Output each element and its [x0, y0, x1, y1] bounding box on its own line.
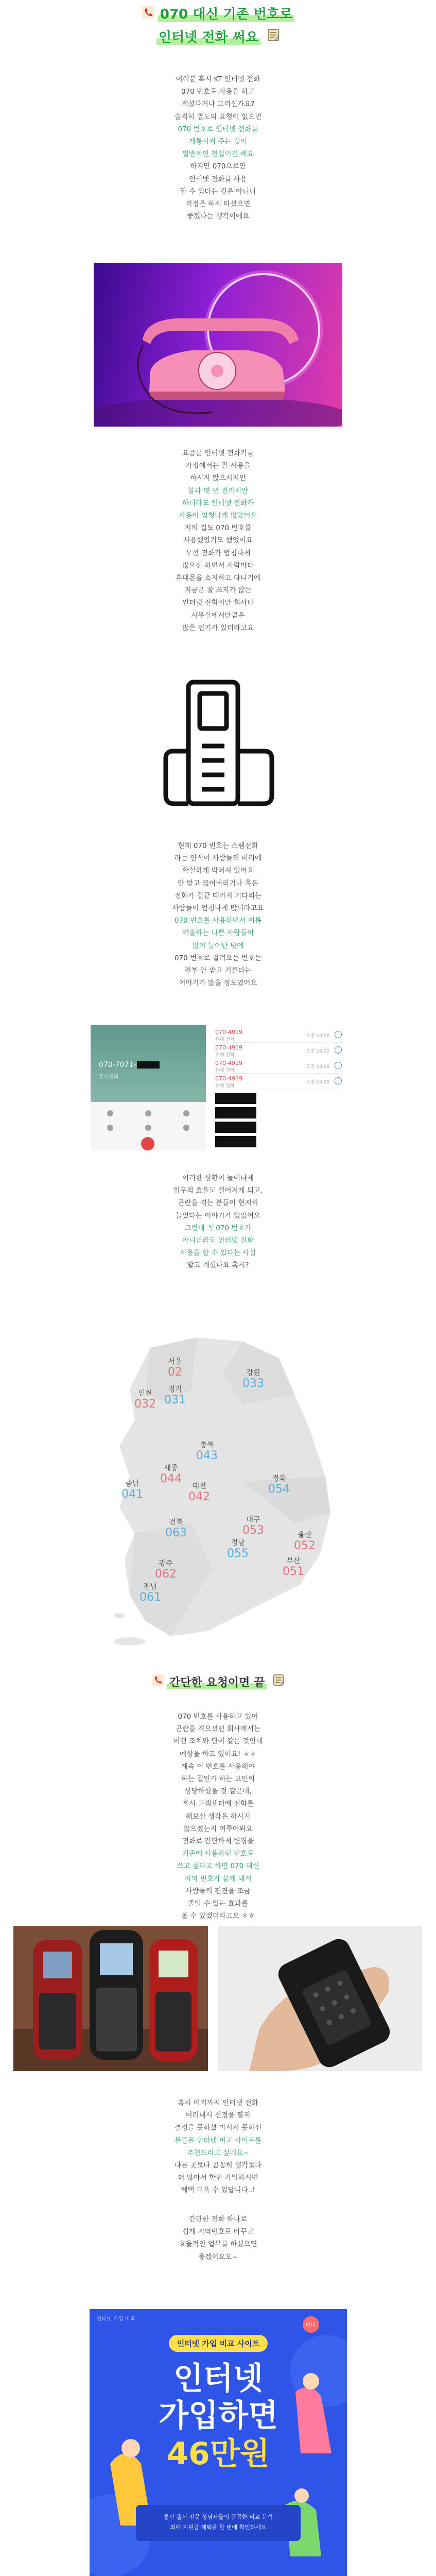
region-code: 053 — [242, 1524, 264, 1537]
call-log — [211, 1025, 345, 1150]
paragraph-line: 여러분 혹시 KT 인터넷 전화 — [176, 75, 260, 83]
paragraph-line: 070 번호를 사용하고 있어 — [178, 1713, 258, 1721]
region-code: 051 — [283, 1565, 304, 1578]
region-name: 강원 — [246, 1369, 260, 1377]
map-region-전남 — [135, 1582, 166, 1604]
region-code: 063 — [165, 1527, 187, 1539]
banner-line-1: 인터넷 — [173, 2361, 263, 2397]
region-name: 서울 — [168, 1358, 182, 1366]
region-name: 광주 — [159, 1560, 173, 1568]
paragraph-line: 하지만 070으로만 — [190, 162, 246, 171]
banner-line-2: 가입하면 — [159, 2398, 278, 2434]
call-button-grid — [100, 1108, 197, 1136]
flip-phone-in-hand-photo — [218, 1926, 422, 2071]
map-region-경남 — [222, 1538, 253, 1560]
paragraph-alternative — [0, 1172, 436, 1272]
region-code: 033 — [242, 1377, 264, 1390]
paragraph-line: 혹시 고객센터에 전화를 — [182, 1800, 254, 1808]
title-line-1: 070 대신 기존 번호로 — [0, 3, 436, 26]
map-region-강원 — [238, 1368, 269, 1390]
phone-receiver-icon — [152, 1672, 164, 1694]
hang-up-button[interactable] — [141, 1137, 154, 1150]
paragraph-recommend — [0, 2097, 436, 2197]
paragraph-line: 좋겠다는 생각이에요 — [186, 212, 250, 221]
cordless-phone-icon — [152, 674, 285, 819]
paragraph-line: 많은 인기가 있더라고요 — [182, 623, 254, 632]
paragraph-line: 곤란을 겪으셨던 회사에서는 — [175, 1725, 261, 1734]
banner-sub-2: 최대 지원금 혜택을 한 번에 확인하세요 — [170, 2524, 267, 2531]
paragraph-line: 혹시 여직까지 인터넷 전화 — [178, 2099, 258, 2107]
redacted-row — [215, 1136, 256, 1147]
paragraph-line: 070 번호로 사용을 하고 — [181, 88, 255, 96]
region-code: 054 — [268, 1483, 290, 1496]
paragraph-line: 그런데 꼭 070 번호가 — [184, 1224, 252, 1232]
region-code: 043 — [196, 1449, 218, 1462]
map-region-서울 — [160, 1357, 190, 1379]
map-region-충남 — [117, 1479, 148, 1501]
title-line-2: 인터넷 전화 써요 — [0, 26, 436, 49]
title-simple-request: 간단한 요청이면 끝 — [0, 1672, 436, 1694]
paragraph-line: 여러내서 선정을 할지 — [185, 2111, 251, 2120]
banner-pill: 인터넷 가입 비교 사이트 — [169, 2335, 268, 2352]
paragraph-line: 기존에 사용하던 번호로 — [182, 1850, 254, 1858]
paragraph-line: 사용했었기도 했었어요 — [183, 536, 253, 545]
paragraph-line: 알고 계셨나요 혹시? — [187, 1261, 249, 1270]
paragraph-line: 효율적인 업무를 하셨으면 — [179, 2240, 257, 2249]
paragraph-line: 사람들이 엄청나게 많더라고요 — [172, 904, 264, 913]
region-name: 경남 — [231, 1539, 245, 1547]
paragraph-line: 저의 집도 070 번호를 — [184, 524, 252, 533]
paragraph-spam — [0, 840, 436, 989]
paragraph-line: 가정에서는 잘 사용을 — [185, 462, 251, 470]
region-code: 055 — [227, 1547, 249, 1560]
paragraph-line: 곤란을 겪는 분들이 현저히 — [178, 1199, 258, 1208]
region-name: 충남 — [125, 1480, 139, 1488]
paragraph-line: 이야기가 많을 정도였어요 — [179, 979, 257, 988]
region-code: 044 — [160, 1472, 182, 1485]
paragraph-line: 070 번호로 인터넷 전화를 — [178, 125, 258, 133]
paragraph-history — [0, 447, 436, 634]
banner-top-right: 배너 — [306, 2323, 316, 2328]
paragraph-line: 볼 수 있겠더라고요 ㅎㅎ — [181, 1912, 255, 1921]
region-name: 전남 — [143, 1583, 158, 1591]
paragraph-line: 혜택 더욱 수 있답니다..! — [181, 2186, 255, 2195]
region-code: 061 — [139, 1591, 161, 1604]
paragraph-line: 결정을 못하셨 마시지 못하신 — [174, 2124, 262, 2132]
paragraph-line: 인터넷 전화를 사용 — [189, 175, 247, 183]
paragraph-line: 안 받고 끊어버리거나 혹은 — [178, 879, 258, 888]
map-region-울산 — [289, 1531, 320, 1552]
call-log-row[interactable]: 070-4919 휴대 전화 오전 10:00 — [213, 1074, 343, 1089]
paragraph-line: 줄일 수 있는 효과를 — [187, 1900, 249, 1908]
paragraph-line: 더 많아서 한번 가입하시면 — [178, 2174, 258, 2182]
paragraph-line: 아니더라도 인터넷 전화 — [182, 1236, 254, 1245]
paragraph-line: 사용을 할 수 있다는 사실 — [180, 1249, 256, 1258]
paragraph-line: 많으신 하면서 사람마다 — [182, 561, 254, 570]
paragraph-line: 계셨다거나 그러신가요? — [181, 100, 255, 109]
region-code: 041 — [121, 1488, 143, 1501]
paragraph-line: 하더라도 인터넷 전화가 — [182, 499, 254, 507]
paragraph-line: 전화가 걸끝 때까지 기다리는 — [174, 891, 262, 900]
paragraph-line: 불과 몇 년 전까지만 — [187, 486, 249, 495]
paragraph-closing — [0, 2213, 436, 2263]
region-name: 경기 — [168, 1385, 182, 1394]
redacted-row — [215, 1122, 256, 1133]
paragraph-line: 어떤 조치와 단어 같은 것인데 — [173, 1737, 263, 1746]
paragraph-line: 개통시켜 주는 것이 — [189, 138, 247, 146]
paragraph-line: 요즘은 인터넷 전화기를 — [182, 449, 254, 457]
region-code: 042 — [188, 1490, 210, 1503]
paragraph-line: 인터넷 전화지만 회사나 — [182, 599, 254, 607]
paragraph-line: 예상을 하고 있어요! ㅎㅎ — [180, 1750, 256, 1758]
banner-sub-1: 통신 출신 전문 상담사들의 꼼꼼한 비교 분석 — [163, 2514, 273, 2520]
paragraph-line: 상당하셨을 것 같은데, — [184, 1787, 252, 1796]
map-region-경북 — [264, 1474, 294, 1496]
internet-comparison-banner[interactable] — [90, 2309, 347, 2576]
paragraph-line: 걱정은 하지 마셨으면 — [185, 200, 251, 209]
region-name: 전북 — [169, 1518, 183, 1527]
region-name: 울산 — [298, 1531, 312, 1539]
paragraph-line: 않으셨는지 여쭈어봐요 — [183, 1824, 253, 1833]
paragraph-line: 라는 인식이 사람들의 머리에 — [174, 854, 262, 863]
region-code: 062 — [155, 1568, 177, 1581]
paragraph-line: 사용이 엄청나게 많았어요 — [179, 512, 257, 520]
paragraph-line: 분들은 인터넷 비교 사이트를 — [174, 2136, 262, 2145]
section-2-title — [0, 1672, 436, 1694]
memo-icon — [273, 1672, 284, 1694]
paragraph-line: 사무실에서만큼은 — [191, 611, 245, 620]
old-cellphones-photo — [13, 1926, 208, 2071]
paragraph-line: 계속 이 번호를 사용해야 — [181, 1762, 255, 1771]
paragraph-line: 확실하게 박혀져 있어요 — [182, 867, 254, 875]
paragraph-line: 쓰고 싶다고 하면 070 대신 — [177, 1862, 259, 1871]
call-screenshot-collage — [89, 1023, 347, 1153]
rotary-phone-photo — [94, 263, 342, 427]
region-name: 부산 — [286, 1557, 301, 1565]
banner-top-left: 인터넷 가입 비교 — [97, 2316, 135, 2322]
region-name: 충북 — [200, 1441, 214, 1449]
paragraph-line: 업무적 효율도 떨어지게 되고, — [173, 1187, 263, 1195]
call-log-row[interactable]: 070-4919 휴대 전화 오전 10:00 — [213, 1028, 343, 1043]
map-region-충북 — [191, 1440, 222, 1462]
region-code: 052 — [294, 1539, 316, 1552]
map-region-경기 — [160, 1385, 190, 1406]
paragraph-line: 할 수 있다는 것은 아니니 — [180, 187, 256, 196]
paragraph-line: 지역 번호가 붙게 돼서 — [184, 1874, 252, 1883]
call-contact-label: 휴대전화 — [99, 1074, 119, 1080]
call-log-row[interactable]: 070-4919 휴대 전화 오전 10:00 — [213, 1043, 343, 1058]
region-name: 대전 — [192, 1482, 206, 1490]
paragraph-line: 약솔하는 나쁜 사람들이 — [182, 929, 254, 938]
paragraph-line: 늘었다는 이야기가 있었어요 — [175, 1211, 261, 1220]
paragraph-line: 휴대폰을 소지하고 다니기에 — [175, 574, 261, 583]
redacted-row — [215, 1107, 256, 1118]
paragraph-line: 지금은 잘 쓰지가 않는 — [184, 586, 252, 595]
map-region-세종 — [155, 1464, 186, 1485]
region-name: 세종 — [164, 1464, 178, 1472]
region-name: 인천 — [138, 1389, 152, 1398]
paragraph-line: 해보실 생각은 하시지 — [185, 1812, 251, 1821]
call-number: 070-7071- — [99, 1061, 160, 1069]
paragraph-line: 070 번호로 걸려오는 번호는 — [174, 954, 262, 962]
map-region-부산 — [278, 1556, 309, 1578]
area-code-map — [89, 1327, 347, 1647]
paragraph-line: 쉽게 지역번호로 바꾸고 — [182, 2228, 254, 2236]
paragraph-line: 070 번호를 사용하면서 이롭 — [174, 917, 262, 925]
map-region-대전 — [184, 1482, 215, 1503]
paragraph-line: 전부 안 받고 거른다는 — [184, 967, 252, 975]
region-code: 032 — [134, 1398, 156, 1411]
map-region-인천 — [130, 1389, 161, 1411]
call-log-row[interactable]: 070-4919 휴대 전화 오전 10:00 — [213, 1059, 343, 1074]
paragraph-line: 현재 070 번호는 스팸전화 — [178, 842, 258, 850]
paragraph-line: 간단한 전화 하나로 — [189, 2215, 247, 2224]
call-screen — [91, 1025, 206, 1150]
paragraph-line: 이러한 상황이 늘어나게 — [182, 1174, 254, 1182]
map-region-광주 — [150, 1559, 181, 1581]
paragraph-line: 하는 걸인가 하는 고민이 — [181, 1775, 255, 1784]
paragraph-line: 많이 늘어난 탓에 — [192, 941, 244, 950]
region-name: 경북 — [272, 1475, 286, 1483]
banner-line-3: 46만원 — [167, 2436, 270, 2472]
paragraph-line: 전화로 간단하게 변경을 — [182, 1837, 254, 1846]
paragraph-line: 하시지 않으시지만 — [190, 474, 246, 483]
paragraph-line: 사람들의 편견을 조금 — [185, 1887, 251, 1895]
paragraph-intro — [0, 73, 436, 223]
paragraph-line: 솔직히 별도의 요청이 없으면 — [174, 112, 262, 121]
region-code: 031 — [164, 1394, 186, 1406]
paragraph-line: 좋겠어요오~ — [198, 2252, 238, 2261]
memo-icon — [267, 26, 280, 49]
region-name: 대구 — [246, 1516, 260, 1524]
paragraph-request — [0, 1710, 436, 1922]
region-code: 02 — [168, 1366, 182, 1379]
banner-sub-box — [136, 2505, 301, 2541]
map-region-대구 — [238, 1515, 269, 1537]
paragraph-line: 일반적인 현실이긴 해요 — [182, 150, 254, 159]
redacted-row — [215, 1093, 256, 1104]
paragraph-line: 다른 곳보다 꼼꼼히 생각보다 — [174, 2161, 262, 2170]
paragraph-line: 추천드리고 싶네요~ — [187, 2148, 249, 2157]
section-title — [0, 3, 436, 49]
banner-pill-wrap — [90, 2335, 347, 2352]
phone-receiver-icon — [142, 4, 155, 26]
map-region-전북 — [161, 1518, 191, 1539]
paragraph-line: 우선 전화가 엄청나게 — [185, 549, 251, 557]
